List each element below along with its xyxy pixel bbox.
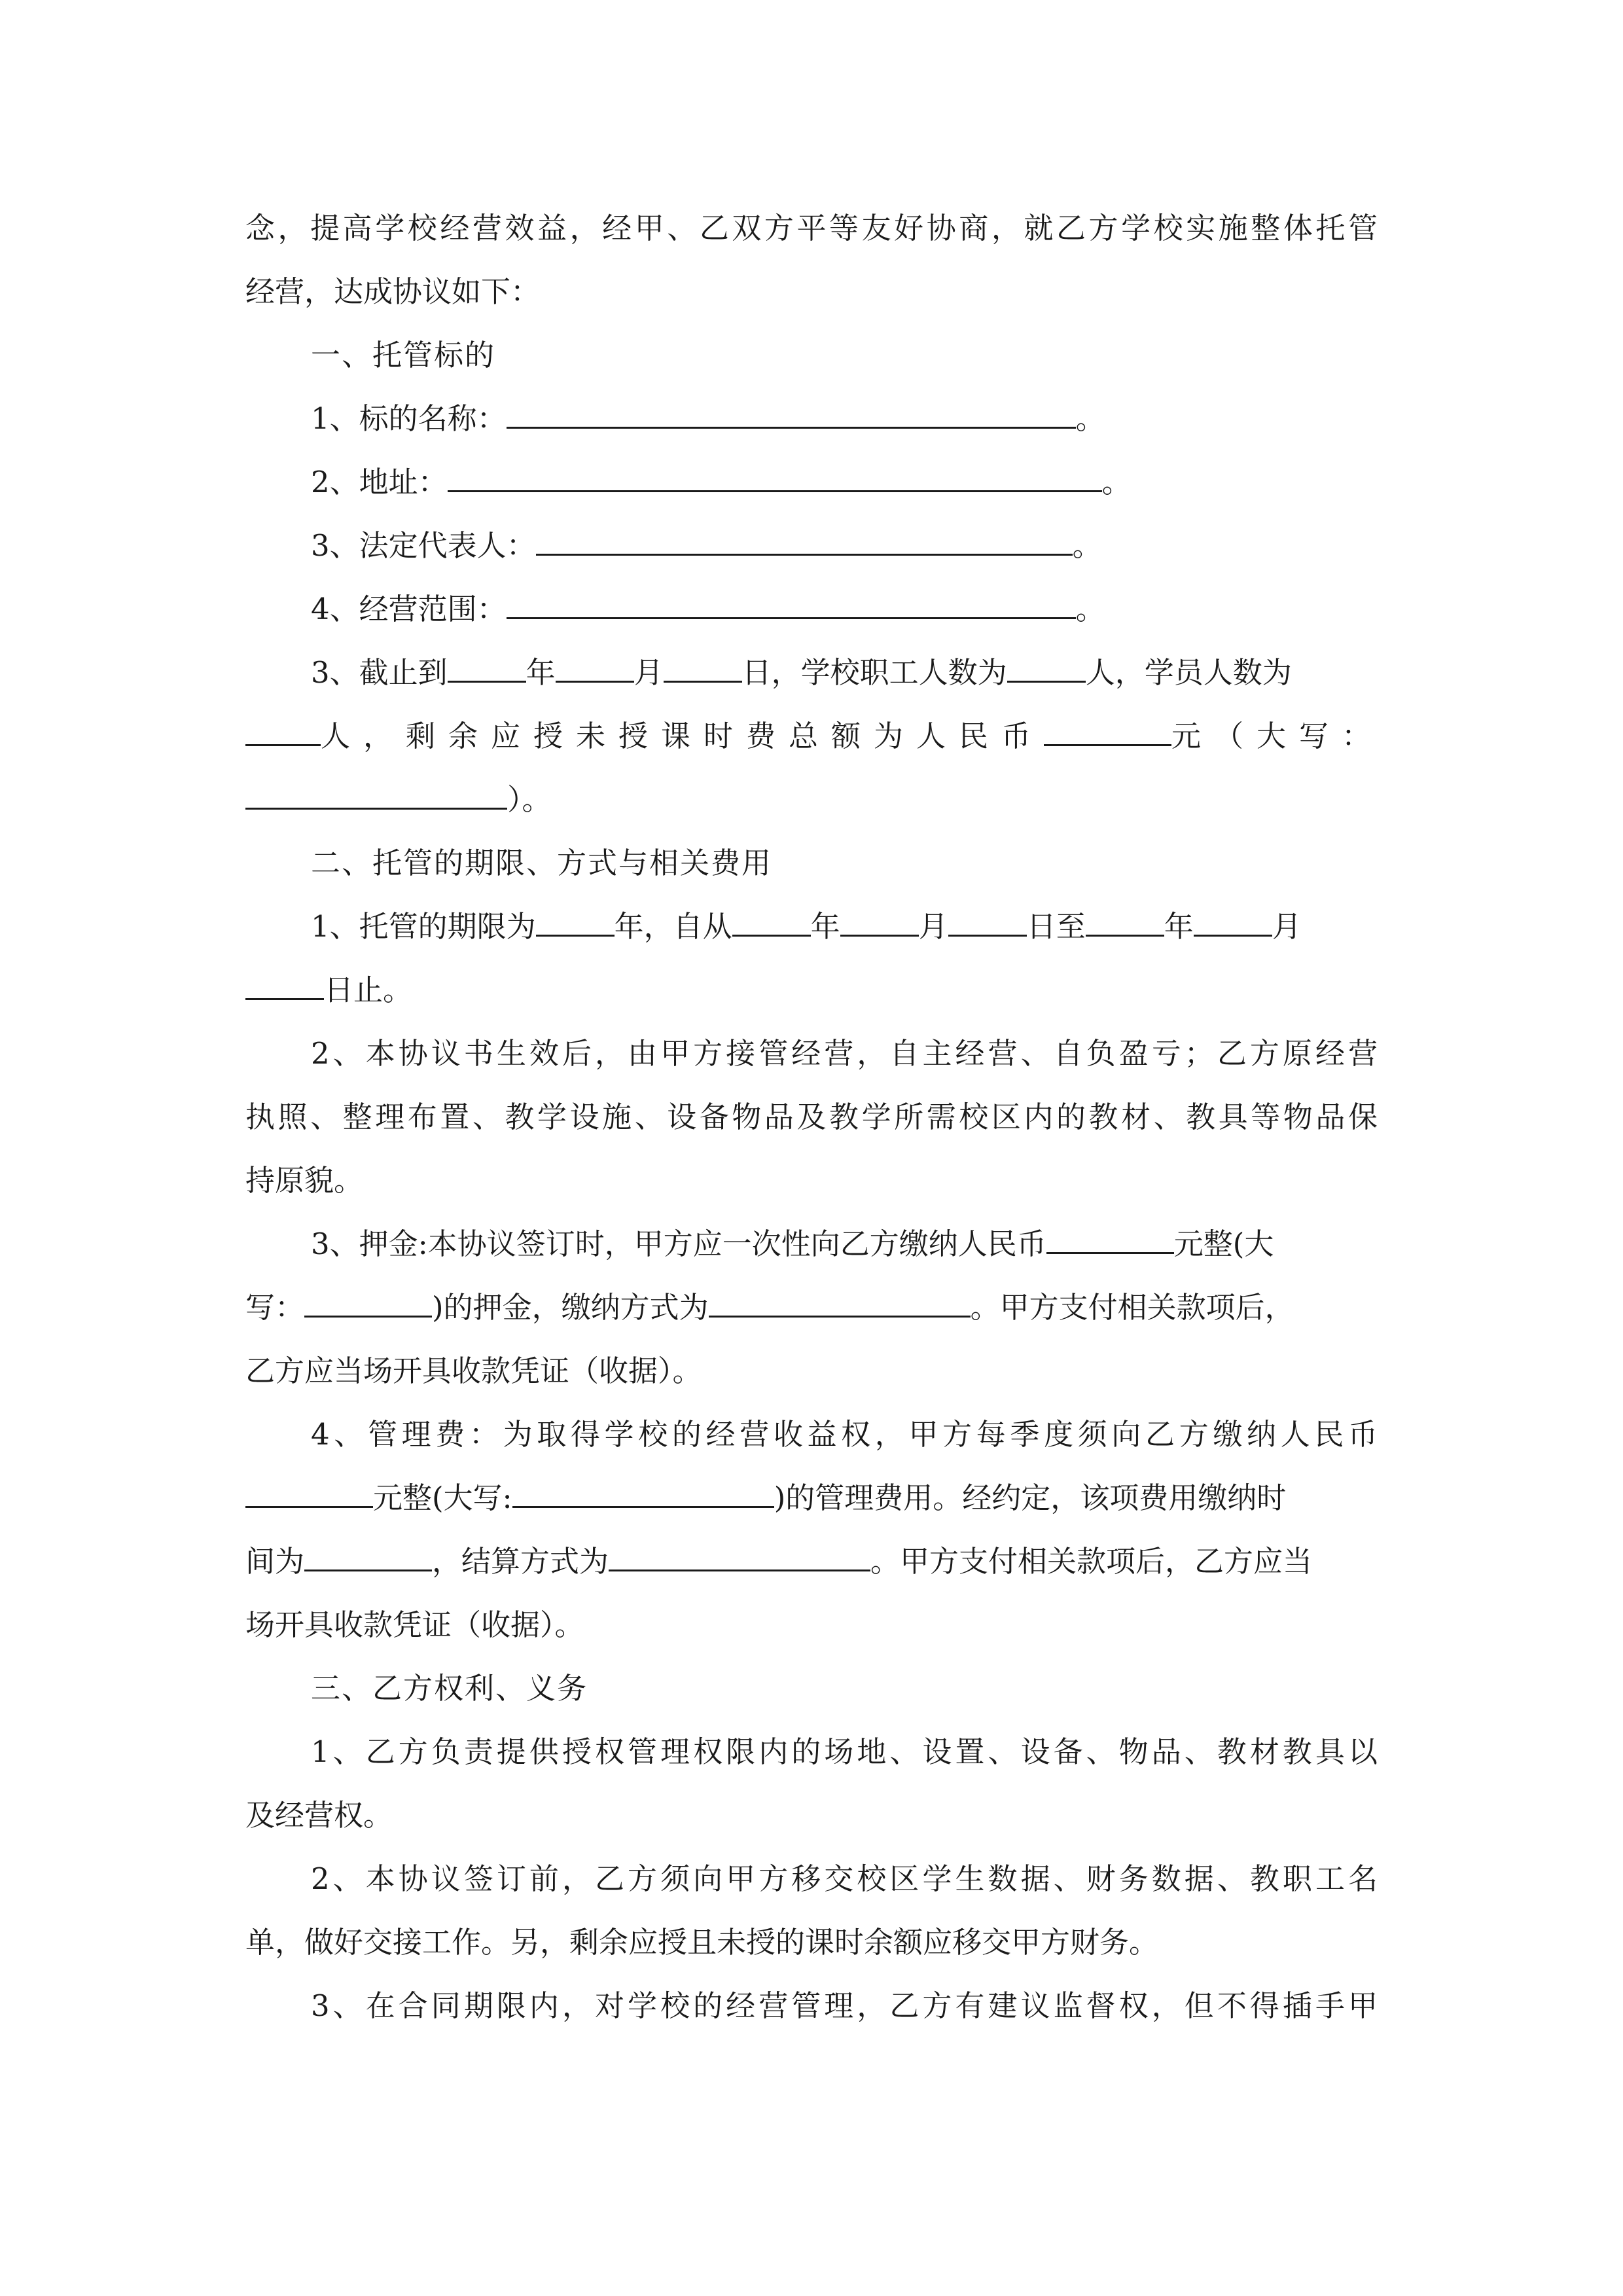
fill-in-blank[interactable] bbox=[245, 1484, 373, 1508]
fill-in-blank[interactable] bbox=[536, 912, 615, 937]
body-text-line: 3、在合同期限内，对学校的经营管理，乙方有建议监督权，但不得插手甲 bbox=[311, 1988, 1378, 2023]
fill-in-blank[interactable] bbox=[536, 531, 1073, 556]
body-text-line: 场开具收款凭证（收据）。 bbox=[245, 1607, 584, 1642]
fill-in-blank[interactable] bbox=[448, 468, 1102, 492]
body-text-line: 念，提高学校经营效益，经甲、乙双方平等友好协商，就乙方学校实施整体托管 bbox=[245, 211, 1378, 245]
body-text-line: 执照、整理布置、教学设施、设备物品及教学所需校区内的教材、教具等物品保 bbox=[245, 1100, 1378, 1134]
form-field-line: 间为 ，结算方式为 。甲方支付相关款项后，乙方应当 bbox=[245, 1544, 1313, 1579]
form-field-line: 3、法定代表人： 。 bbox=[311, 528, 1102, 563]
form-field-line: 人，剩余应授未授课时费总额为人民币 元（大写： bbox=[245, 704, 1378, 768]
fill-in-blank[interactable] bbox=[245, 976, 324, 1000]
fill-in-blank[interactable] bbox=[732, 912, 811, 937]
body-text-line: 单，做好交接工作。另，剩余应授且未授的课时余额应移交甲方财务。 bbox=[245, 1925, 1159, 1960]
form-field-line: 1、托管的期限为 年，自从 年 月 日至 年 月 bbox=[311, 909, 1302, 944]
form-field-line: 1、标的名称： 。 bbox=[311, 401, 1105, 436]
fill-in-blank[interactable] bbox=[512, 1484, 774, 1508]
form-field-line: 日止。 bbox=[245, 958, 1378, 1022]
fill-in-blank[interactable] bbox=[1046, 1230, 1174, 1254]
form-field-line: 3、截止到 年 月 日，学校职工人数为 人，学员人数为 bbox=[311, 655, 1292, 690]
body-text-line: 1、乙方负责提供授权管理权限内的场地、设置、设备、物品、教材教具以 bbox=[311, 1734, 1378, 1769]
fill-in-blank[interactable] bbox=[245, 785, 507, 810]
fill-in-blank[interactable] bbox=[304, 1547, 432, 1571]
form-field-line: 4、经营范围： 。 bbox=[311, 592, 1105, 626]
fill-in-blank[interactable] bbox=[448, 658, 526, 683]
fill-in-blank[interactable] bbox=[245, 722, 321, 746]
fill-in-blank[interactable] bbox=[507, 404, 1076, 429]
fill-in-blank[interactable] bbox=[1086, 912, 1164, 937]
form-field-line: 写： )的押金，缴纳方式为 。甲方支付相关款项后， bbox=[245, 1290, 1294, 1325]
section-heading: 一、托管标的 bbox=[311, 338, 496, 372]
fill-in-blank[interactable] bbox=[840, 912, 919, 937]
body-text-line: 4、管理费：为取得学校的经营收益权，甲方每季度须向乙方缴纳人民币 bbox=[311, 1417, 1378, 1452]
fill-in-blank[interactable] bbox=[304, 1293, 432, 1318]
section-heading: 二、托管的期限、方式与相关费用 bbox=[311, 846, 773, 880]
body-text-line: 经营，达成协议如下： bbox=[245, 274, 541, 309]
form-field-line: 3、押金:本协议签订时，甲方应一次性向乙方缴纳人民币 元整(大 bbox=[311, 1227, 1274, 1261]
body-text-line: 及经营权。 bbox=[245, 1798, 393, 1833]
fill-in-blank[interactable] bbox=[1194, 912, 1272, 937]
form-field-line: 2、地址： 。 bbox=[311, 465, 1132, 499]
body-text-line: 2、本协议签订前，乙方须向甲方移交校区学生数据、财务数据、教职工名 bbox=[311, 1861, 1378, 1896]
body-text-line: 持原貌。 bbox=[245, 1163, 364, 1198]
body-text-line: 乙方应当场开具收款凭证（收据）。 bbox=[245, 1354, 702, 1388]
fill-in-blank[interactable] bbox=[609, 1547, 870, 1571]
section-heading: 三、乙方权利、义务 bbox=[311, 1671, 588, 1706]
fill-in-blank[interactable] bbox=[709, 1293, 971, 1318]
body-text-line: 2、本协议书生效后，由甲方接管经营，自主经营、自负盈亏；乙方原经营 bbox=[311, 1036, 1378, 1071]
form-field-line: ）。 bbox=[245, 768, 1378, 831]
fill-in-blank[interactable] bbox=[664, 658, 742, 683]
fill-in-blank[interactable] bbox=[507, 595, 1076, 619]
fill-in-blank[interactable] bbox=[1007, 658, 1086, 683]
fill-in-blank[interactable] bbox=[1044, 722, 1171, 746]
fill-in-blank[interactable] bbox=[556, 658, 634, 683]
fill-in-blank[interactable] bbox=[948, 912, 1027, 937]
form-field-line: 元整(大写: )的管理费用。经约定，该项费用缴纳时 bbox=[245, 1466, 1378, 1530]
